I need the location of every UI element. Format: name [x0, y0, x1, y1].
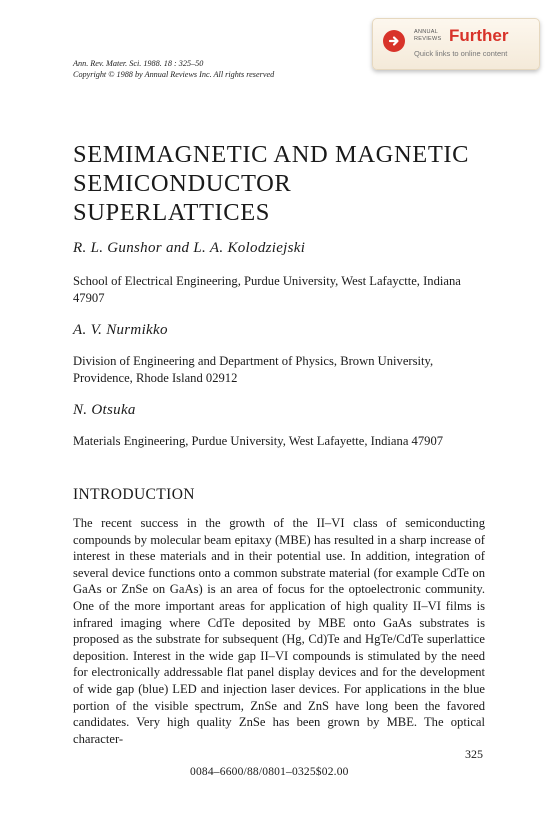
body-paragraph: The recent success in the growth of the II–VI class of semiconducting compounds by molecular beam epitaxy (MBE) has resulted in a sharp increase of interest in these materials and in their potential use. In addition, integration of several device functions onto a common substrate material (for example CdTe on GaAs or ZnSe on GaAs) is an area of focus for the optoelectronic community. One of the more important areas for application of high quality II–VI films is infrared imaging where CdTe deposited by MBE onto GaAs substrates is proposed as the substrate for subsequent (Hg, Cd)Te and HgTe/CdTe superlattice deposition. Interest in the wide gap II–VI compounds is stimulated by the need for electronically addressable flat panel display devices and for the development of wide gap (blue) LED and injection laser devices. For applications in the blue portion of the visible spectrum, ZnSe and ZnS have long been the favored candidates. Very high quality ZnSe has been grown by MBE. The optical character- [73, 516, 485, 746]
affiliation-3: Materials Engineering, Purdue University, West Lafayette, Indiana 47907 [73, 434, 444, 448]
author-line-2: A. V. Nurmikko [73, 322, 168, 338]
footer-code: 0084–6600/88/0801–0325$02.00 [190, 766, 349, 778]
arrow-circle-icon [383, 30, 405, 52]
article-title: SEMIMAGNETIC AND MAGNETIC SEMICONDUCTOR SUPERLATTICES [73, 141, 470, 226]
author-line-1: R. L. Gunshor and L. A. Kolodziejski [73, 240, 306, 256]
further-banner[interactable] [372, 18, 540, 70]
journal-citation [73, 58, 274, 80]
citation-line-1: Ann. Rev. Mater. Sci. 1988. 18 : 325–50 [73, 59, 204, 68]
banner-small-label: ANNUAL REVIEWS [414, 29, 442, 42]
affiliation-2: Division of Engineering and Department of Physics, Brown University, Providence, Rhode Island 02912 [73, 354, 434, 385]
banner-big-label: Further [449, 26, 509, 45]
author-line-3: N. Otsuka [73, 402, 136, 418]
page-number: 325 [465, 747, 483, 761]
citation-line-2: Copyright © 1988 by Annual Reviews Inc. All rights reserved [73, 70, 275, 79]
section-heading: INTRODUCTION [73, 486, 195, 503]
affiliation-1: School of Electrical Engineering, Purdue University, West Lafayctte, Indiana 47907 [73, 274, 461, 305]
banner-sub-label: Quick links to online content [414, 49, 508, 58]
